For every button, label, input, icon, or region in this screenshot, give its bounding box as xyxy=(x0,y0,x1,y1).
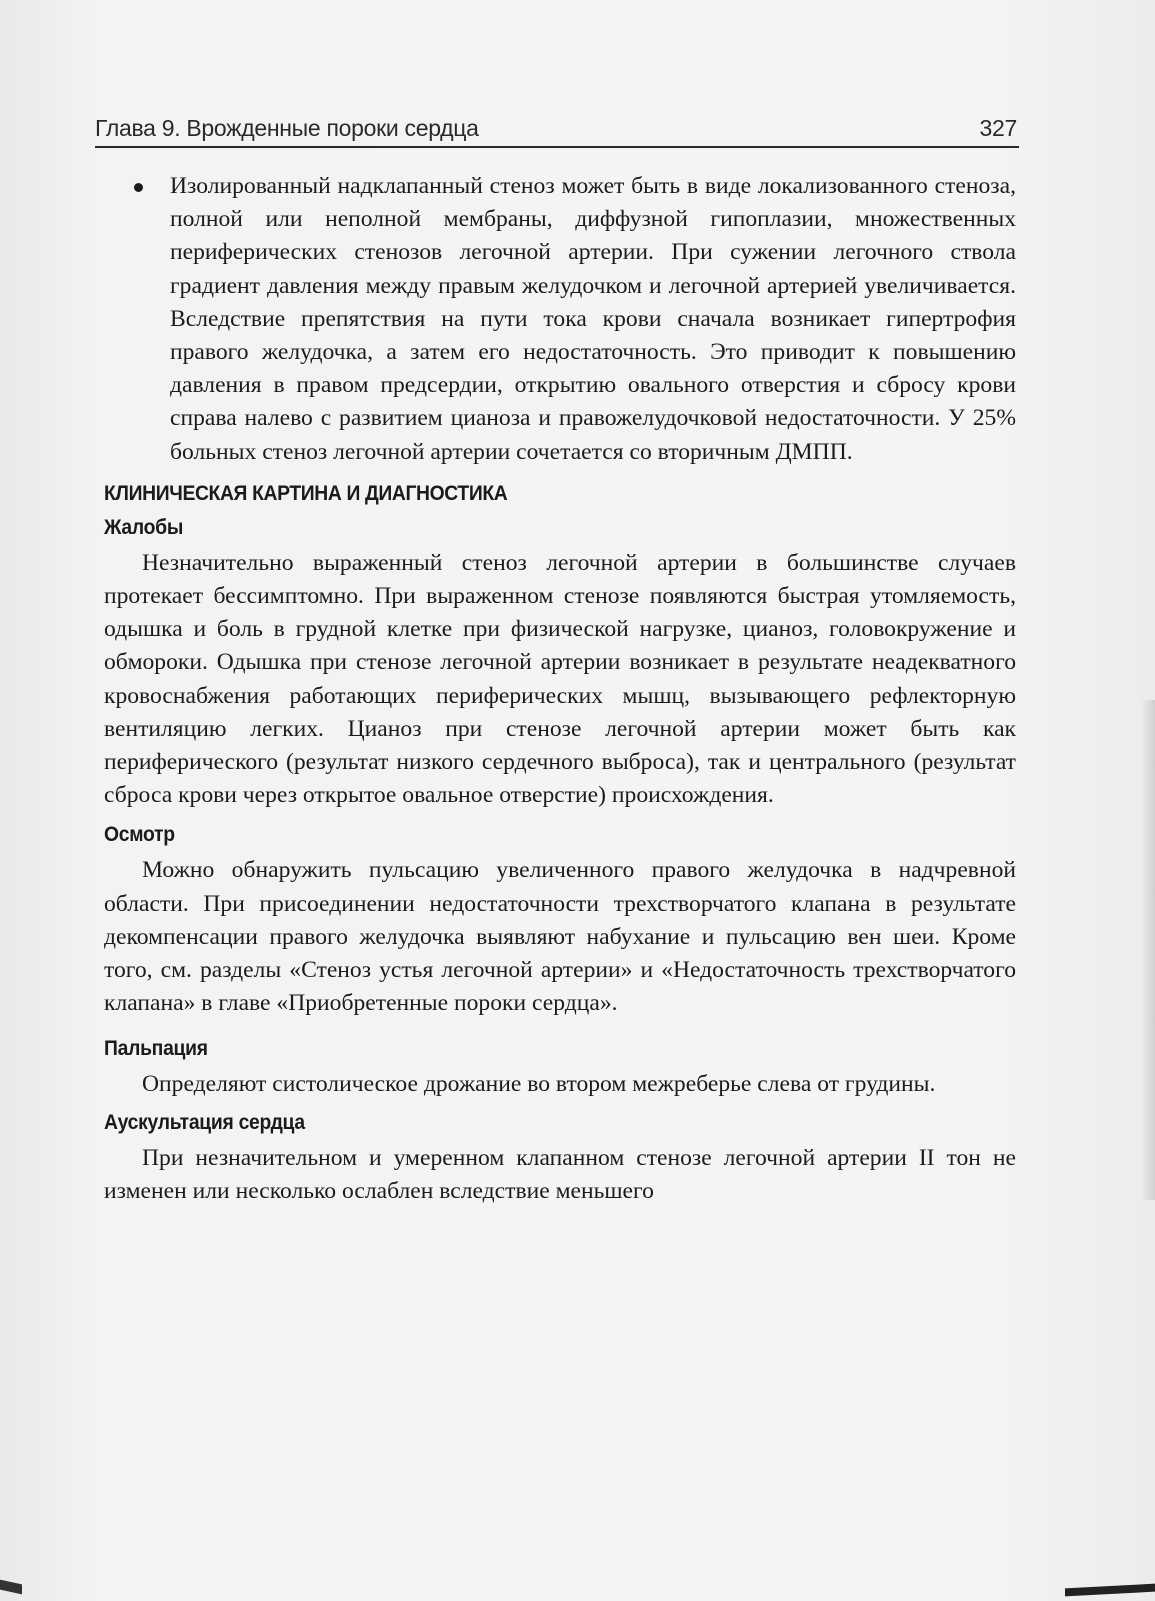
subheading-palpation: Пальпация xyxy=(104,1037,208,1061)
paragraph-palpation: Определяют систолическое дрожание во втором межреберье слева от грудины. xyxy=(142,1071,936,1098)
page-edge-shadow xyxy=(1141,700,1155,1200)
chapter-title: Глава 9. Врожденные пороки сердца xyxy=(95,115,479,141)
paragraph-complaints: Незначительно выраженный стеноз легочной артерии в большинстве случаев протекает бессимптомно. При выраженном стенозе появляются быстрая утомляемость, одышка и боль в грудной клетке при физической нагрузке, цианоз, головокружение и обмороки. Одышка при стенозе легочной артерии возникает в результате неадекватного кровоснабжения работающих периферических мышц, вызывающего рефлекторную вентиляцию легких. Цианоз при стенозе легочной артерии может быть как периферического (результат низкого сердечного выброса), так и центрального (результат сброса крови через открытое овальное отверстие) происхождения. xyxy=(104,549,1016,809)
subheading-complaints: Жалобы xyxy=(104,515,184,539)
bullet-list-item xyxy=(104,170,1016,469)
running-head xyxy=(95,112,1019,148)
page-number: 327 xyxy=(979,115,1017,141)
scan-corner-mark-right xyxy=(1065,1584,1155,1597)
page-content xyxy=(104,170,1016,1208)
bullet-paragraph-text: Изолированный надклапанный стеноз может быть в виде локализованного стеноза, полной или неполной мембраны, диффузной гипоплазии, множественных периферических стенозов легочной артерии. При сужении легочного ствола градиент давления между правым желудочком и легочной артерией увеличивается. Вследствие препятствия на пути тока крови сначала возникает гипертрофия правого желудочка, а затем его недостаточность. Это приводит к повышению давления в правом предсердии, открытию овального отверстия и сбросу крови справа налево с развитием цианоза и правожелудочковой недостаточности. У 25% больных стеноз легочной артерии сочетается со вторичным ДМПП. xyxy=(170,173,1016,465)
scan-corner-mark-left xyxy=(0,1580,22,1595)
subheading-auscultation: Аускультация сердца xyxy=(104,1110,305,1134)
section-heading: КЛИНИЧЕСКАЯ КАРТИНА И ДИАГНОСТИКА xyxy=(104,481,508,505)
subheading-examination: Осмотр xyxy=(104,823,175,847)
paragraph-examination: Можно обнаружить пульсацию увеличенного правого желудочка в надчревной области. При присоединении недостаточности трехстворчатого клапана в результате декомпенсации правого желудочка выявляют набухание и пульсацию вен шеи. Кроме того, см. разделы «Стеноз устья легочной артерии» и «Недостаточность трехстворчатого клапана» в главе «Приобретенные пороки сердца». xyxy=(104,857,1016,1017)
paragraph-auscultation: При незначительном и умеренном клапанном стенозе легочной артерии II тон не изменен или несколько ослаблен вследствие меньшего xyxy=(104,1144,1016,1204)
bullet-dot-icon xyxy=(134,183,143,192)
